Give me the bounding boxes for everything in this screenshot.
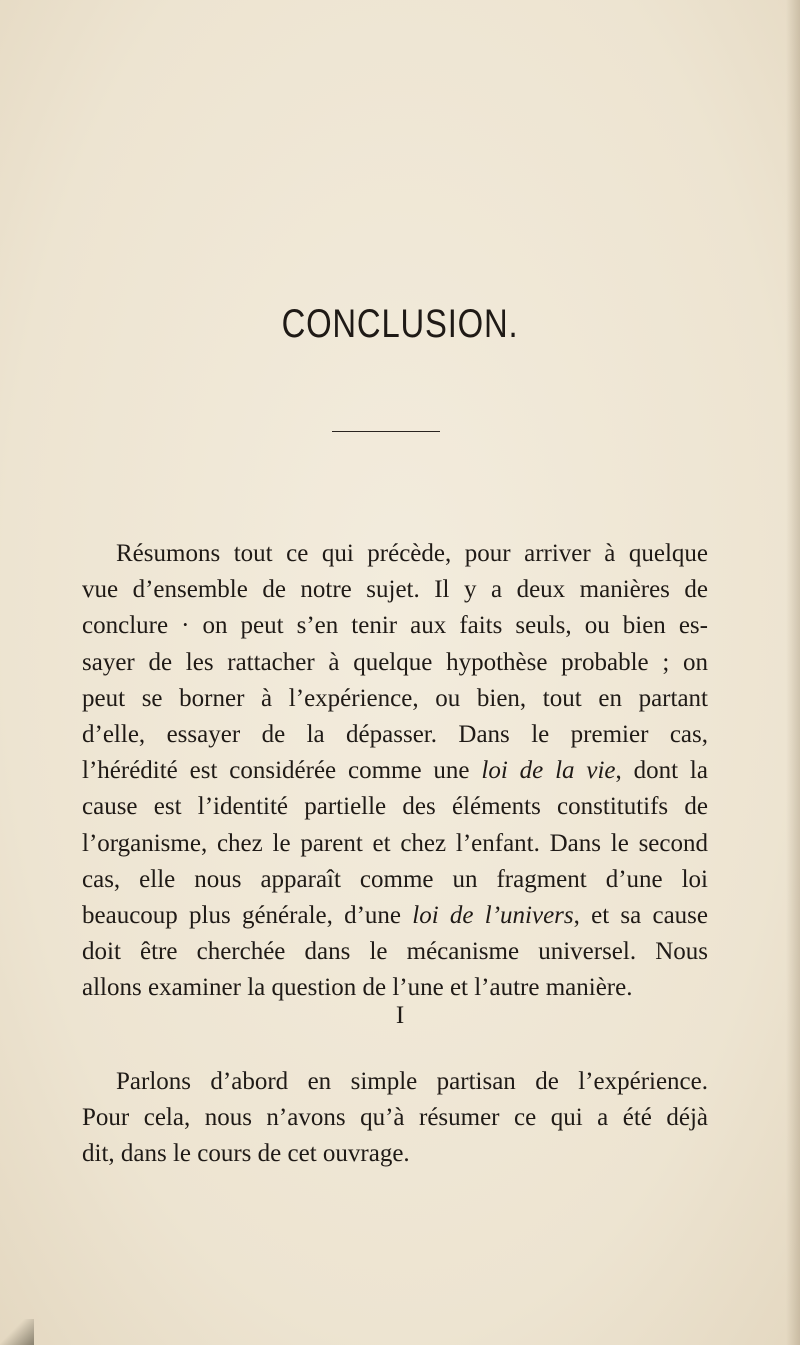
text-line: cause est l’identité partielle des éléments constitutifs de: [82, 793, 708, 821]
text-line: Pour cela, nous n’avons qu’à résumer ce qui a été déjà: [82, 1104, 708, 1132]
text-line: doit être cherchée dans le mécanisme universel. Nous: [82, 938, 708, 966]
page-edge-shadow: [786, 0, 800, 1345]
text-line: d’elle, essayer de la dépasser. Dans le premier cas,: [82, 721, 708, 749]
text-line: sayer de les rattacher à quelque hypothèse probable ; on: [82, 648, 708, 676]
text-segment: , dont la: [615, 757, 708, 785]
text-line: peut se borner à l’expérience, ou bien, tout en partant: [82, 684, 708, 712]
text-line: [82, 753, 708, 789]
text-line: vue d’ensemble de notre sujet. Il y a deux manières de: [82, 576, 708, 604]
text-line: [82, 898, 708, 934]
italic-phrase-loi-de-la-vie: loi de la vie: [481, 757, 616, 785]
section-number: I: [395, 1002, 405, 1029]
text-segment: l’hérédité est considérée comme une: [82, 757, 482, 785]
italic-phrase-loi-de-l-univers: loi de l’univers: [412, 902, 574, 930]
text-line: Parlons d’abord en simple partisan de l’expérience.: [116, 1068, 708, 1095]
chapter-title: CONCLUSION.: [281, 302, 519, 346]
corner-scan-mark: [0, 1319, 34, 1345]
title-divider: [332, 431, 440, 432]
text-line: Résumons tout ce qui précède, pour arriver à quelque: [116, 540, 708, 567]
text-line: l’organisme, chez le parent et chez l’enfant. Dans le second: [82, 829, 708, 857]
text-segment: , et sa cause: [573, 902, 709, 930]
text-line: allons examiner la question de l’une et l’autre manière.: [82, 974, 633, 1002]
text-line: dit, dans le cours de cet ouvrage.: [82, 1140, 410, 1168]
text-segment: beaucoup plus générale, d’une: [82, 902, 413, 930]
paragraph-section-one: [82, 1064, 708, 1173]
text-line: conclure · on peut s’en tenir aux faits seuls, ou bien es-: [82, 612, 708, 640]
paragraph-intro: [82, 536, 708, 1007]
text-line: cas, elle nous apparaît comme un fragment d’une loi: [82, 865, 708, 893]
